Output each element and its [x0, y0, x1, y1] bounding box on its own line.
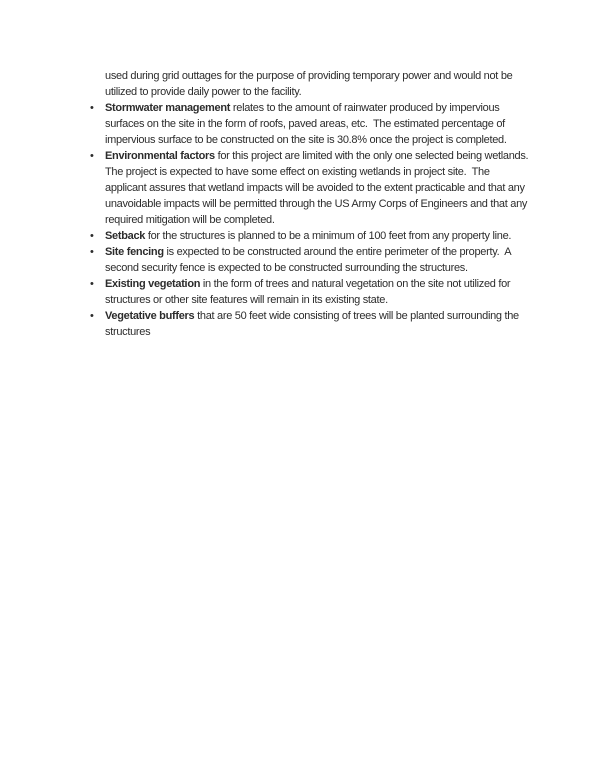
bullet-list — [88, 100, 534, 340]
bullet-text: relates to the amount of rainwater produced by impervious surfaces on the site in the form of roofs, paved areas, etc. The estimated percentage of impervious surface to be constructed on the site is 30.8% once the project is completed. — [105, 102, 508, 146]
bullet-item-existing-vegetation — [88, 276, 530, 308]
bullet-icon: • — [90, 278, 94, 290]
bullet-lead: Stormwater management — [105, 102, 231, 114]
bullet-lead: Site fencing — [105, 246, 164, 258]
bullet-text: for the structures is planned to be a minimum of 100 feet from any property line. — [145, 230, 512, 242]
bullet-icon: • — [90, 102, 94, 114]
document-text-block — [88, 68, 534, 340]
bullet-icon: • — [90, 150, 94, 162]
bullet-lead: Existing vegetation — [105, 278, 201, 290]
bullet-text: for this project are limited with the only one selected being wetlands. The project is expected to have some effect on existing wetlands in project site. The applicant assures that wetland impacts will be avoided to the extent practicable and that any unavoidable impacts will be permitted through the US Army Corps of Engineers and that any required mitigation will be completed. — [105, 150, 534, 226]
bullet-icon: • — [90, 230, 94, 242]
continuation-paragraph: used during grid outtages for the purpose of providing temporary power and would not be utilized to provide daily power to the facility. — [105, 70, 516, 98]
bullet-lead: Setback — [105, 230, 146, 242]
bullet-lead: Environmental factors — [105, 150, 215, 162]
bullet-text: is expected to be constructed around the entire perimeter of the property. A second security fence is expected to be constructed surrounding the structures. — [105, 246, 514, 274]
bullet-item-stormwater-management — [88, 100, 530, 148]
bullet-item-vegetative-buffers — [88, 308, 530, 340]
bullet-lead: Vegetative buffers — [105, 310, 195, 322]
bullet-icon: • — [90, 310, 94, 322]
bullet-item-environmental-factors — [88, 148, 534, 228]
bullet-item-setback — [88, 228, 530, 244]
bullet-item-site-fencing — [88, 244, 530, 276]
bullet-text: in the form of trees and natural vegetation on the site not utilized for structures or other site features will remain in its existing state. — [105, 278, 514, 306]
bullet-icon: • — [90, 246, 94, 258]
bullet-text: that are 50 feet wide consisting of trees will be planted surrounding the structures — [105, 310, 522, 338]
